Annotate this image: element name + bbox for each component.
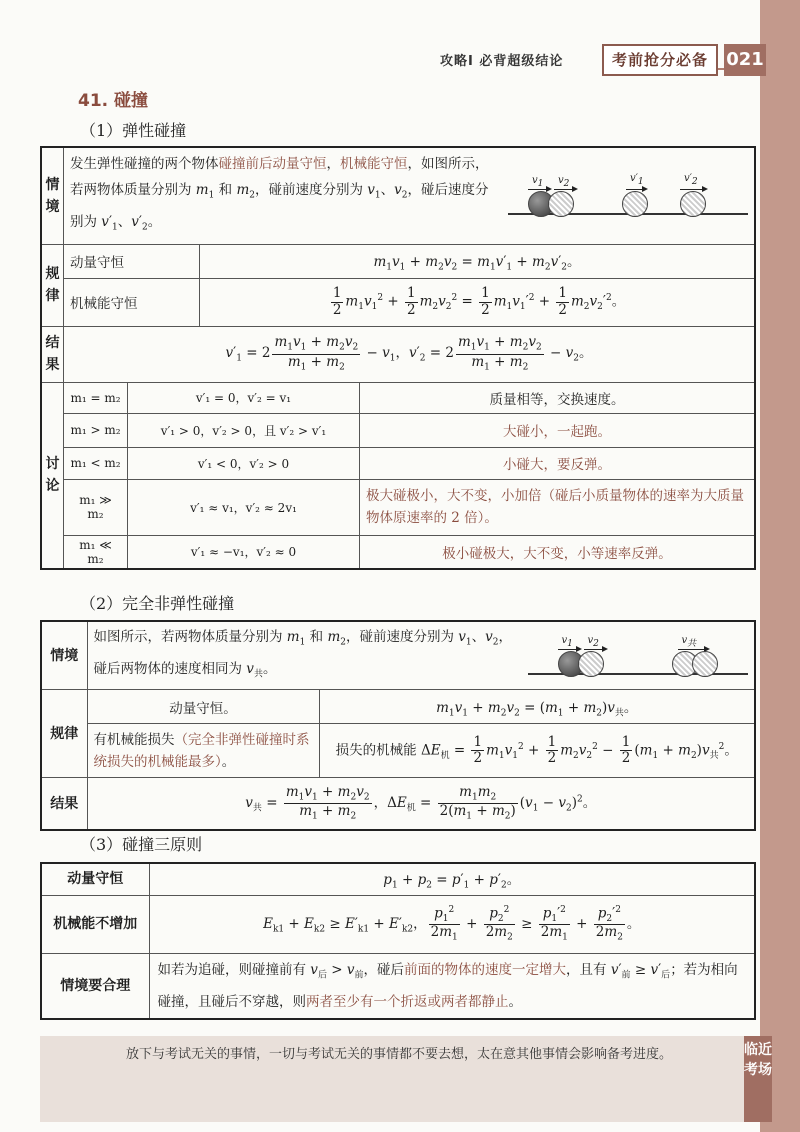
principle-energy-formula: $E_{k1} + E_{k2} \ge E'_{k1} + E'_{k2}$， $\frac{p_1^2}{2m_1}$ + $\frac{p_2^2}{2m_2}$ ≥ $\frac{p_1'^2}{2m_1}$ + $\frac{p_2'^2}{2m_2}$ 。 — [149, 895, 755, 953]
footer-banner — [40, 1036, 772, 1122]
discuss-result: v′₁ ≈ v₁，v′₂ ≈ 2v₁ — [128, 479, 360, 535]
page-number: 021 — [724, 44, 766, 76]
discuss-cond: m₁ < m₂ — [64, 447, 128, 479]
discuss-result: v′₁ ≈ −v₁，v′₂ ≈ 0 — [128, 535, 360, 569]
elastic-momentum-label: 动量守恒 — [64, 244, 200, 278]
elastic-energy-label: 机械能守恒 — [64, 278, 200, 326]
discuss-note: 质量相等，交换速度。 — [360, 382, 756, 413]
inelastic-loss-formula: 损失的机械能 $\Delta E_机$ = $\frac{1}{2}$ $m_1v_1^2$ + $\frac{1}{2}$ $m_2v_2^2$ − $\frac{1}{2}$ $(m_1 + m_2)v_共^2$。 — [319, 724, 755, 778]
ball-after-2 — [680, 191, 706, 217]
ball-m2 — [548, 191, 574, 217]
inelastic-law-label: 规律 — [41, 690, 87, 778]
page-edge-strip — [760, 0, 800, 1132]
subsection-title-inelastic: （2）完全非弹性碰撞 — [80, 594, 235, 613]
header-box: 考前抢分必备 — [602, 44, 718, 76]
principle-label: 动量守恒 — [41, 863, 149, 895]
elastic-scene-cell: 发生弹性碰撞的两个物体碰撞前后动量守恒，机械能守恒，如图所示，若两物体质量分别为 $m_1$ 和 $m_2$，碰前速度分别为 $v_1$、$v_2$，碰后速度分别为 $v'_1$、$v'_2$。 $v_1$ $v_2$ $v'_1$ $v'_2$ — [64, 147, 756, 244]
discuss-note: 小碰大，要反弹。 — [360, 447, 756, 479]
elastic-diagram: $v_1$ $v_2$ $v'_1$ $v'_2$ — [508, 171, 748, 221]
inelastic-result-label: 结果 — [41, 778, 87, 830]
discuss-note: 大碰小，一起跑。 — [360, 413, 756, 447]
elastic-table — [40, 146, 756, 570]
elastic-law-label: 规 律 — [41, 244, 64, 326]
ball-m2 — [578, 651, 604, 677]
inelastic-scene-cell: 如图所示，若两物体质量分别为 $m_1$ 和 $m_2$，碰前速度分别为 $v_1$、$v_2$，碰后两物体的速度相同为 $v_共$。 $v_1$ $v_2$ $v_共$ — [87, 621, 755, 690]
elastic-scene-label: 情 境 — [41, 147, 64, 244]
elastic-result-formula: $v'_1 = 2$ $\frac{m_1v_1 + m_2v_2}{m_1 + m_2}$ − $v_1$，$v'_2 = 2$ $\frac{m_1v_1 + m_2v_2}{m_1 + m_2}$ − $v_2$。 — [64, 326, 756, 382]
footer-tag: 临近考场 — [744, 1036, 772, 1122]
discuss-cond: m₁ = m₂ — [64, 382, 128, 413]
header-category: 攻略Ⅰ 必背超级结论 — [440, 54, 564, 69]
subsection-title-principles: （3）碰撞三原则 — [80, 835, 203, 854]
principle-label: 机械能不增加 — [41, 895, 149, 953]
inelastic-momentum-label: 动量守恒。 — [87, 690, 319, 724]
inelastic-result-formula: $v_共$ = $\frac{m_1v_1 + m_2v_2}{m_1 + m_2}$ ，$\Delta E_机$ = $\frac{m_1m_2}{2(m_1 + m_2)}$ $(v_1 - v_2)^2$。 — [87, 778, 755, 830]
footer-text: 放下与考试无关的事情，一切与考试无关的事情都不要去想，太在意其他事情会影响备考进度。 — [126, 1047, 673, 1062]
elastic-discuss-label: 讨 论 — [41, 382, 64, 569]
subsection-title-elastic: （1）弹性碰撞 — [80, 121, 187, 140]
inelastic-diagram: $v_1$ $v_2$ $v_共$ — [528, 631, 748, 681]
discuss-cond: m₁ > m₂ — [64, 413, 128, 447]
elastic-result-label: 结 果 — [41, 326, 64, 382]
section-title: 41. 碰撞 — [78, 91, 149, 111]
discuss-cond: m₁ ≪ m₂ — [64, 535, 128, 569]
principle-label: 情境要合理 — [41, 953, 149, 1019]
inelastic-table — [40, 620, 756, 831]
discuss-cond: m₁ ≫ m₂ — [64, 479, 128, 535]
inelastic-momentum-formula: $m_1v_1 + m_2v_2 = (m_1 + m_2)v_共$。 — [319, 690, 755, 724]
inelastic-scene-label: 情境 — [41, 621, 87, 690]
discuss-note: 极小碰极大，大不变，小等速率反弹。 — [360, 535, 756, 569]
ground-line — [528, 673, 748, 675]
principle-momentum-formula: $p_1 + p_2 = p'_1 + p'_2$。 — [149, 863, 755, 895]
discuss-result: v′₁ > 0，v′₂ > 0，且 v′₂ > v′₁ — [128, 413, 360, 447]
ball-after-1 — [622, 191, 648, 217]
elastic-momentum-formula: $m_1v_1 + m_2v_2 = m_1v'_1 + m_2v'_2$。 — [200, 244, 756, 278]
principles-table — [40, 862, 756, 1020]
discuss-note: 极大碰极小，大不变，小加倍（碰后小质量物体的速率为大质量物体原速率的 2 倍）。 — [360, 479, 756, 535]
discuss-result: v′₁ = 0，v′₂ = v₁ — [128, 382, 360, 413]
principle-scene-text: 如若为追碰，则碰撞前有 $v_后 > v_前$，碰后前面的物体的速度一定增大，且有 $v'_前 \ge v'_后$；若为相向碰撞，且碰后不穿越，则两者至少有一个折返或两者都静止。 — [149, 953, 755, 1019]
discuss-result: v′₁ < 0，v′₂ > 0 — [128, 447, 360, 479]
elastic-energy-formula: $\frac{1}{2}$ $m_1v_1^2$ + $\frac{1}{2}$ $m_2v_2^2$ = $\frac{1}{2}$ $m_1v_1'^2$ + $\frac{1}{2}$ $m_2v_2'^2$。 — [200, 278, 756, 326]
inelastic-loss-label: 有机械能损失（完全非弹性碰撞时系统损失的机械能最多）。 — [87, 724, 319, 778]
ball-combined-2 — [692, 651, 718, 677]
